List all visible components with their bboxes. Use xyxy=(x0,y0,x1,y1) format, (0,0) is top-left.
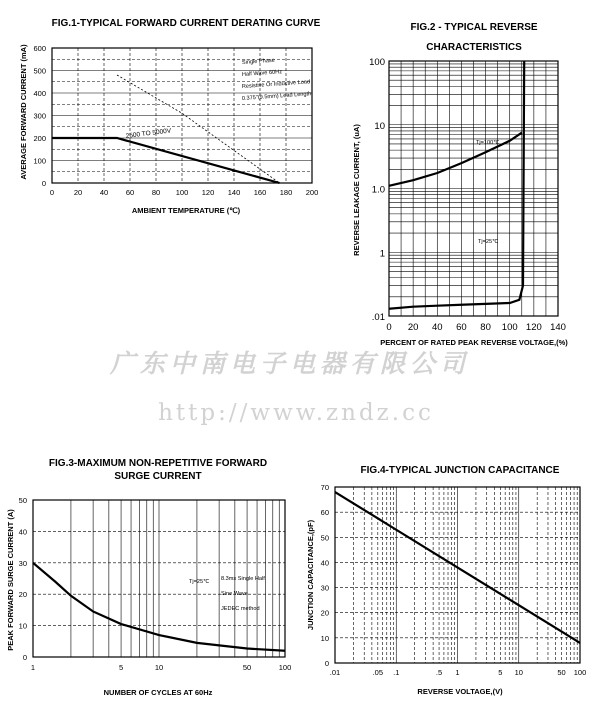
fig4-y-tick-label: 50 xyxy=(320,533,329,543)
fig4-y-axis-title: JUNCTION CAPACITANCE,(pF) xyxy=(306,519,315,631)
fig1-x-tick-label: 160 xyxy=(253,188,267,197)
fig4-y-ticks xyxy=(321,483,329,668)
fig1-series-label: 2500 TO 5000V xyxy=(125,127,172,140)
fig1-x-tick-label: 100 xyxy=(175,188,189,197)
fig4-title: FIG.4-TYPICAL JUNCTION CAPACITANCE xyxy=(360,465,560,476)
fig4-chart xyxy=(306,465,586,696)
fig1-x-tick-label: 80 xyxy=(151,188,161,197)
fig4-y-tick-label: 0 xyxy=(324,659,329,668)
fig2-x-tick-label: 120 xyxy=(525,322,542,333)
fig2-y-tick-label: 10 xyxy=(374,120,385,132)
fig3-title: FIG.3-MAXIMUM NON-REPETITIVE FORWARD xyxy=(48,458,268,469)
fig3-x-ticks xyxy=(31,663,291,672)
fig3-y-tick-label: 50 xyxy=(18,496,27,505)
fig1-x-tick-label: 180 xyxy=(279,188,293,197)
fig4-x-tick-label: .1 xyxy=(393,668,400,677)
fig4-x-tick-label: .05 xyxy=(372,668,384,677)
fig3-y-tick-label: 30 xyxy=(18,558,27,568)
fig3-y-tick-label: 20 xyxy=(18,590,27,600)
fig1-y-tick-label: 0 xyxy=(41,179,46,188)
fig2-y-tick-label: 1.0 xyxy=(371,184,385,196)
fig2-x-tick-label: 60 xyxy=(456,322,467,333)
fig4-y-tick-label: 70 xyxy=(320,483,329,492)
fig4-y-tick-label: 10 xyxy=(320,633,329,643)
fig4-x-tick-label: 100 xyxy=(573,668,587,677)
fig1-x-tick-label: 60 xyxy=(125,188,135,197)
fig2-gridlines xyxy=(389,61,558,316)
fig1-x-tick-label: 0 xyxy=(49,188,55,197)
fig1-x-tick-label: 200 xyxy=(305,188,319,197)
fig1-note-2: Half Wave 60Hz xyxy=(241,69,283,78)
fig2-x-tick-label: 40 xyxy=(431,322,443,333)
fig1-y-axis-title: AVERAGE FORWARD CURRENT (mA) xyxy=(19,44,28,180)
fig1-x-axis-title: AMBIENT TEMPERATURE (℃) xyxy=(131,206,241,215)
fig2-y-ticks xyxy=(369,57,385,323)
fig1-title: FIG.1-TYPICAL FORWARD CURRENT DERATING CURVE xyxy=(51,18,321,29)
fig3-note-1: Tj=25℃ xyxy=(189,579,210,585)
fig1-y-tick-label: 500 xyxy=(33,66,46,76)
fig1-chart xyxy=(19,18,321,215)
fig3-x-tick-label: 1 xyxy=(30,663,36,672)
fig1-gridlines xyxy=(52,48,312,183)
fig2-curve-100c xyxy=(389,133,522,186)
fig2-x-tick-label: 140 xyxy=(550,322,566,333)
fig3-x-tick-label: 100 xyxy=(278,663,292,672)
fig2-y-tick-label: 100 xyxy=(369,57,385,68)
fig1-y-tick-label: 400 xyxy=(33,89,46,98)
fig4-x-tick-label: .5 xyxy=(435,668,443,677)
fig3-y-axis-title: PEAK FORWARD SURGE CURRENT (A) xyxy=(6,509,15,651)
fig3-y-tick-label: 10 xyxy=(18,621,27,631)
fig2-y-axis-title: REVERSE LEAKAGE CURRENT, (uA) xyxy=(352,124,361,256)
fig1-y-ticks xyxy=(33,44,46,188)
fig3-note-4: JEDEC method xyxy=(221,606,260,612)
watermark-company: 广东中南电子电器有限公司 xyxy=(109,349,471,378)
fig4-x-tick-label: 50 xyxy=(557,668,566,677)
fig2-y-tick-label: .01 xyxy=(371,312,385,323)
fig3-y-ticks xyxy=(19,496,27,662)
fig1-note-3: Resistive Or Inductive Load xyxy=(241,79,311,90)
fig3-x-axis-title: NUMBER OF CYCLES AT 60Hz xyxy=(103,688,213,697)
fig2-y-tick-label: 1 xyxy=(379,248,385,260)
fig4-y-tick-label: 40 xyxy=(320,558,329,568)
fig1-x-tick-label: 140 xyxy=(227,188,241,197)
fig3-y-tick-label: 0 xyxy=(22,653,27,662)
fig4-y-tick-label: 30 xyxy=(320,583,329,593)
fig3-chart xyxy=(6,458,291,697)
fig2-subtitle: CHARACTERISTICS xyxy=(426,42,522,53)
fig2-series-label-25c: Tj=25℃ xyxy=(478,239,499,245)
fig1-y-tick-label: 200 xyxy=(33,134,46,143)
fig1-x-ticks xyxy=(50,188,318,197)
fig2-series-label-100c: Tj=100℃ xyxy=(476,140,500,146)
fig1-x-tick-label: 20 xyxy=(73,188,83,197)
fig3-x-tick-label: 10 xyxy=(154,663,164,672)
fig4-y-tick-label: 20 xyxy=(320,608,329,618)
fig4-x-axis-title: REVERSE VOLTAGE,(V) xyxy=(417,687,503,696)
fig1-x-tick-label: 120 xyxy=(201,188,215,197)
fig3-subtitle: SURGE CURRENT xyxy=(114,471,202,482)
fig2-x-tick-label: 0 xyxy=(386,322,392,333)
fig2-x-axis-title: PERCENT OF RATED PEAK REVERSE VOLTAGE,(%) xyxy=(380,338,568,347)
fig4-x-tick-label: .01 xyxy=(329,668,341,677)
fig3-note-2: 8.3ms Single Half xyxy=(221,576,265,582)
fig2-chart xyxy=(352,22,568,347)
fig4-x-tick-label: 10 xyxy=(514,668,523,677)
fig1-y-tick-label: 300 xyxy=(33,111,46,121)
fig2-x-tick-label: 80 xyxy=(480,322,491,333)
fig4-y-tick-label: 60 xyxy=(320,508,329,518)
fig3-y-tick-label: 40 xyxy=(18,527,27,537)
fig1-note-4: 0.375"(9.5mm) Lead Length xyxy=(241,91,312,102)
fig1-y-tick-label: 100 xyxy=(33,156,46,166)
fig1-y-tick-label: 600 xyxy=(33,44,46,53)
fig1-x-tick-label: 40 xyxy=(99,188,109,197)
fig4-x-ticks xyxy=(330,668,586,677)
fig2-x-tick-label: 20 xyxy=(407,322,419,333)
watermark-url: http://www.zndz.cc xyxy=(158,400,434,426)
fig2-x-ticks xyxy=(386,322,566,333)
fig2-x-tick-label: 100 xyxy=(501,322,518,333)
fig1-note-1: Single Phase xyxy=(241,57,276,66)
fig3-x-tick-label: 5 xyxy=(118,663,124,672)
fig3-x-tick-label: 50 xyxy=(242,663,252,672)
fig4-x-tick-label: 5 xyxy=(498,668,503,677)
watermark xyxy=(109,349,470,426)
fig4-x-tick-label: 1 xyxy=(455,668,460,677)
fig2-title: FIG.2 - TYPICAL REVERSE xyxy=(410,22,538,33)
fig1-dashed-curve xyxy=(117,75,280,183)
fig3-note-3: Sine Wave xyxy=(221,591,248,597)
